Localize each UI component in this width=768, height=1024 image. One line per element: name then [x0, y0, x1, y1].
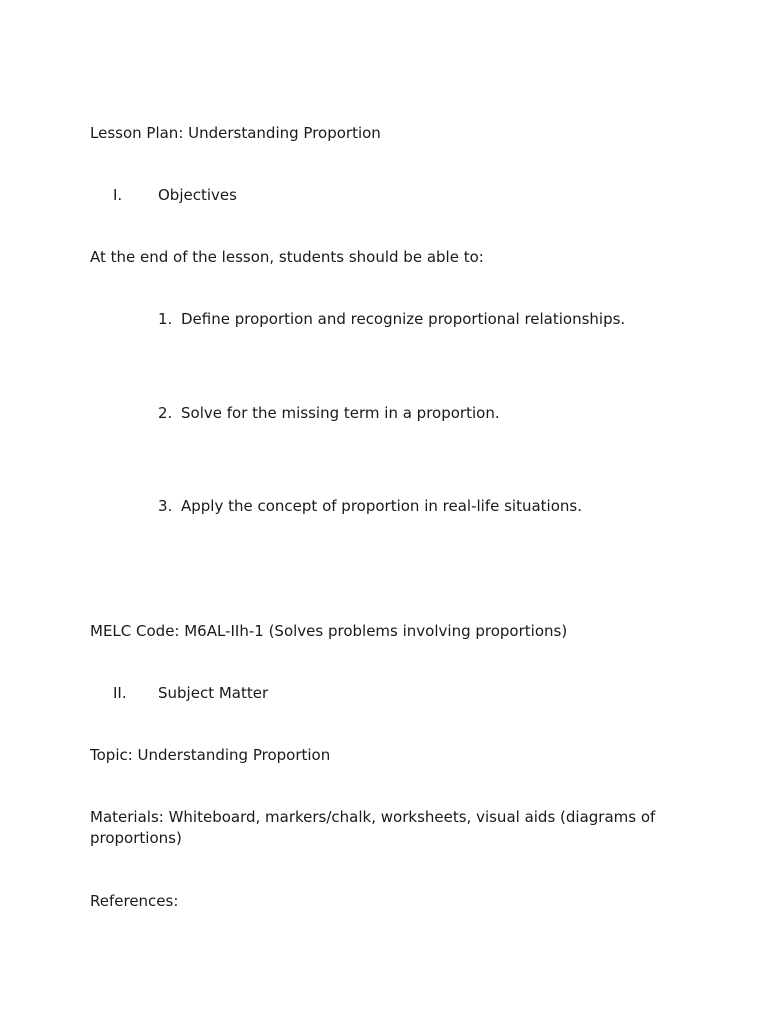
- melc-code: MELC Code: M6AL-IIh-1 (Solves problems involving proportions): [90, 622, 568, 640]
- objectives-intro: At the end of the lesson, students should be able to:: [90, 248, 484, 266]
- references: References:: [90, 892, 179, 910]
- document-title: Lesson Plan: Understanding Proportion: [90, 124, 381, 142]
- objective-text: Solve for the missing term in a proportion.: [181, 404, 500, 422]
- topic: Topic: Understanding Proportion: [90, 746, 331, 764]
- section-heading-subject-matter: Subject Matter: [158, 684, 269, 702]
- section-numeral-objectives: I.: [113, 186, 123, 204]
- objective-number: 2.: [158, 404, 173, 422]
- objective-text: Apply the concept of proportion in real-life situations.: [181, 497, 582, 515]
- materials: Materials: Whiteboard, markers/chalk, worksheets, visual aids (diagrams of proportions): [90, 808, 656, 847]
- objective-number: 1.: [158, 310, 173, 328]
- objective-text: Define proportion and recognize proportional relationships.: [181, 310, 626, 328]
- section-numeral-subject-matter: II.: [113, 684, 127, 702]
- section-heading-objectives: Objectives: [158, 186, 237, 204]
- objective-number: 3.: [158, 497, 173, 515]
